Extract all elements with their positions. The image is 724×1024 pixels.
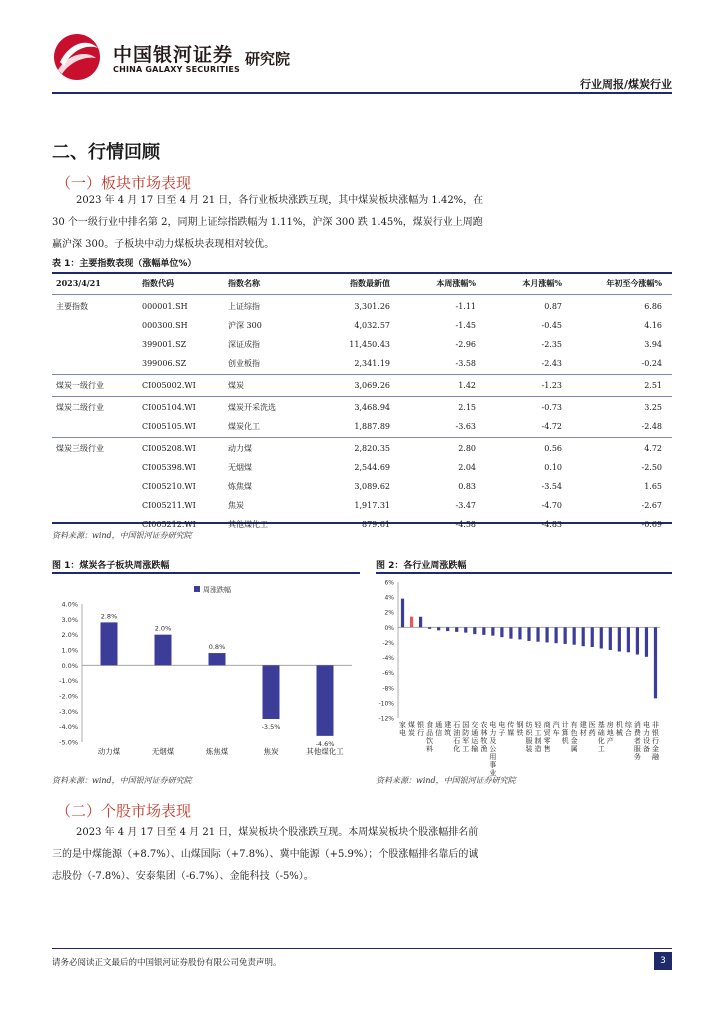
x-tick-label: 电子	[498, 721, 506, 737]
x-tick-label: 计算机	[561, 721, 569, 745]
table-cell: 上证综指	[228, 302, 260, 311]
bar	[464, 627, 467, 632]
bar	[101, 622, 118, 665]
table-cell: 动力煤	[228, 444, 252, 453]
table-cell: 0.10	[544, 463, 562, 472]
table-cell: 焦炭	[228, 501, 244, 510]
table-header-rule	[52, 294, 672, 295]
table-cell: 0.83	[458, 482, 476, 491]
subsection-title-stocks: （二）个股市场表现	[56, 802, 192, 820]
bar	[518, 627, 521, 639]
x-tick-label: 有色金属	[570, 721, 578, 753]
table-cell: 沪深 300	[228, 321, 262, 330]
table-header-cell: 指数代码	[142, 278, 174, 288]
table-group-label: 煤炭一级行业	[56, 381, 104, 390]
table-cell: 4,032.57	[354, 321, 390, 330]
x-tick-label: 电力及公用事业	[489, 721, 497, 777]
bar	[473, 627, 476, 634]
table-cell: 399006.SZ	[142, 359, 187, 368]
table-cell: 000001.SH	[142, 302, 188, 311]
table-cell: 2,544.69	[354, 463, 390, 472]
table-cell: CI005211.WI	[142, 501, 196, 510]
bar	[582, 627, 585, 646]
y-tick-label: -2%	[382, 639, 394, 647]
table-cell: 000300.SH	[142, 321, 188, 330]
table-cell: -2.96	[455, 340, 476, 349]
table-cell: CI005210.WI	[142, 482, 196, 491]
paragraph-sector	[52, 190, 672, 256]
table-cell: -3.54	[541, 482, 562, 491]
table-group-label: 主要指数	[56, 302, 88, 311]
x-tick-label: 无烟煤	[151, 747, 175, 756]
figure2-source: 资料来源：wind，中国银河证券研究院	[376, 776, 516, 785]
x-tick-label: 房地产	[606, 721, 614, 745]
bar	[654, 627, 657, 698]
x-tick-label: 综合	[624, 721, 632, 737]
x-tick-label: 机械	[615, 721, 623, 737]
bar	[536, 627, 539, 641]
galaxy-logo-icon	[52, 32, 102, 82]
bar	[627, 627, 630, 652]
table-cell: -4.70	[541, 501, 562, 510]
table-cell: 3,468.94	[354, 403, 390, 412]
y-tick-label: 1.0%	[61, 646, 78, 655]
x-tick-label: 银行	[417, 721, 425, 737]
table-cell: -1.45	[455, 321, 476, 330]
y-tick-label: 0%	[384, 624, 394, 632]
x-tick-label: 交通运输	[471, 721, 479, 753]
y-tick-label: 4%	[384, 594, 394, 602]
y-tick-label: -10%	[378, 700, 394, 708]
y-tick-label: -4.0%	[59, 723, 78, 732]
table-cell: 2,341.19	[354, 359, 390, 368]
table-header-cell: 指数最新值	[350, 278, 390, 288]
bar	[527, 627, 530, 641]
x-tick-label: 家电	[399, 721, 407, 737]
x-tick-label: 非银行金融	[651, 721, 659, 761]
y-tick-label: -2.0%	[59, 692, 78, 701]
table-cell: CI005212.WI	[142, 520, 196, 529]
table-cell: 4.16	[644, 321, 662, 330]
bar	[609, 627, 612, 650]
data-label: -3.5%	[261, 723, 281, 731]
table-cell: CI005398.WI	[142, 463, 196, 472]
x-tick-label: 传媒	[507, 721, 515, 737]
y-tick-label: -1.0%	[59, 677, 78, 686]
table-cell: 6.86	[644, 302, 662, 311]
table-cell: -4.58	[455, 520, 476, 529]
table-cell: -0.69	[641, 520, 662, 529]
paragraph-line: 30 个一级行业中排名第 2，同期上证综指跌幅为 1.11%，沪深 300 跌 1.45%，煤炭行业上周跑	[52, 217, 483, 228]
table-group-rule	[52, 437, 672, 438]
table-cell: CI005104.WI	[142, 403, 196, 412]
bar	[410, 617, 413, 628]
bar	[155, 635, 172, 666]
legend-swatch	[194, 586, 200, 592]
figure2-chart	[376, 576, 672, 777]
table-cell: -2.35	[541, 340, 562, 349]
table-cell: 无烟煤	[228, 463, 252, 472]
paragraph-line: 三的是中煤能源（+8.7%）、山煤国际（+7.8%）、冀中能源（+5.9%）；个股涨幅排名靠后的诚	[52, 849, 479, 860]
bar	[455, 627, 458, 632]
bar	[636, 627, 639, 654]
figure1-title: 图 1：煤炭各子板块周涨跌幅	[52, 561, 170, 571]
table-cell: 2,820.35	[354, 444, 390, 453]
page-header	[0, 0, 724, 96]
bar	[618, 627, 621, 651]
page-number: 3	[654, 952, 672, 970]
logo-institute: 研究院	[245, 50, 291, 68]
table-cell: 3,301.26	[354, 302, 390, 311]
table-group-label: 煤炭三级行业	[56, 444, 104, 453]
table-cell: -0.73	[541, 403, 562, 412]
table-cell: 1,887.89	[354, 422, 390, 431]
table-cell: CI005105.WI	[142, 422, 196, 431]
x-tick-label: 医药	[588, 721, 596, 737]
table-cell: 2.80	[458, 444, 476, 453]
table-header-cell: 年初至今涨幅%	[606, 278, 662, 288]
x-tick-label: 纺织服装	[525, 721, 533, 753]
table-cell: 2.15	[458, 403, 476, 412]
table-cell: 深证成指	[228, 340, 260, 349]
data-label: 2.0%	[154, 624, 172, 633]
section-title: 二、行情回顾	[52, 142, 160, 163]
table-cell: 1.65	[644, 482, 662, 491]
report-category: 行业周报/煤炭行业	[579, 78, 672, 91]
x-tick-label: 电力设备	[642, 721, 650, 753]
x-tick-label: 国防军工	[462, 721, 470, 753]
x-tick-label: 商贸零售	[543, 721, 551, 753]
header-divider	[52, 92, 672, 94]
x-tick-label: 焦炭	[263, 747, 279, 756]
x-tick-label: 动力煤	[97, 747, 121, 756]
figure2-title: 图 2：各行业周涨跌幅	[376, 561, 467, 571]
table-cell: 炼焦煤	[228, 482, 252, 491]
y-tick-label: -8%	[382, 685, 394, 693]
bar	[446, 627, 449, 631]
table-cell: -4.72	[541, 422, 562, 431]
data-label: 0.8%	[208, 643, 226, 652]
table-header-cell: 本月涨幅%	[522, 278, 562, 288]
bar	[401, 599, 404, 628]
table-cell: 1,917.31	[354, 501, 390, 510]
x-tick-label: 其他煤化工	[306, 747, 344, 756]
bar	[209, 653, 226, 665]
x-tick-label: 农林牧渔	[480, 721, 488, 753]
bar	[419, 617, 422, 628]
table-cell: -2.50	[641, 463, 662, 472]
table-cell: 煤炭开采洗选	[228, 403, 276, 412]
table-source: 资料来源：wind，中国银河证券研究院	[52, 531, 192, 540]
table-cell: -2.43	[541, 359, 562, 368]
table-group-rule	[52, 396, 672, 397]
table-cell: -0.24	[641, 359, 662, 368]
bar	[564, 627, 567, 644]
x-tick-label: 钢铁	[516, 721, 524, 737]
y-tick-label: 3.0%	[61, 615, 78, 624]
bar	[482, 627, 485, 635]
paragraph-line: 志股份（-7.8%）、安泰集团（-6.7%）、金能科技（-5%）。	[52, 871, 314, 882]
footer-divider	[52, 948, 672, 949]
y-tick-label: 6%	[384, 579, 394, 587]
x-tick-label: 建材	[579, 721, 587, 737]
y-tick-label: -5.0%	[59, 738, 78, 747]
x-tick-label: 基础化工	[597, 721, 605, 753]
logo-english-name: CHINA GALAXY SECURITIES	[113, 65, 240, 74]
table-cell: 煤炭	[228, 381, 244, 390]
table-cell: 0.56	[544, 444, 562, 453]
table-cell: 11,450.43	[349, 340, 390, 349]
x-tick-label: 通信	[435, 721, 443, 737]
x-tick-label: 食品饮料	[426, 721, 434, 753]
table-group-rule	[52, 374, 672, 375]
bar	[317, 665, 334, 736]
bar	[491, 627, 494, 635]
bar	[545, 627, 548, 642]
footer-disclaimer: 请务必阅读正文最后的中国银河证券股份有限公司免责声明。	[52, 958, 282, 968]
x-tick-label: 消费者服务	[633, 721, 641, 761]
bar	[573, 627, 576, 644]
x-tick-label: 建筑	[444, 721, 452, 737]
table-cell: -1.11	[455, 302, 476, 311]
paragraph-line: 2023 年 4 月 17 日至 4 月 21 日，各行业板块涨跌互现，其中煤炭板块涨幅为 1.42%，在	[76, 195, 484, 206]
bar	[437, 627, 440, 630]
table-cell: -2.48	[641, 422, 662, 431]
table-header-cell: 2023/4/21	[56, 278, 101, 288]
bar	[591, 627, 594, 647]
table-cell: 煤炭化工	[228, 422, 260, 431]
bar	[500, 627, 503, 637]
table-header-cell: 本周涨幅%	[436, 278, 476, 288]
table-cell: -0.45	[541, 321, 562, 330]
table-cell: 879.61	[362, 520, 390, 529]
bar	[555, 627, 558, 643]
x-tick-label: 轻工制造	[534, 721, 542, 753]
y-tick-label: 2%	[384, 609, 394, 617]
table-cell: CI005208.WI	[142, 444, 196, 453]
y-tick-label: -6%	[382, 670, 394, 678]
paragraph-line: 2023 年 4 月 17 日至 4 月 21 日，煤炭板块个股涨跌互现。本周煤炭板块个股涨幅排名前	[76, 827, 479, 838]
figure1-source: 资料来源：wind，中国银河证券研究院	[52, 776, 192, 785]
legend-label: 周涨跌幅	[203, 586, 231, 594]
subsection-title-sector: （一）板块市场表现	[56, 174, 192, 192]
table-cell: -1.23	[541, 381, 562, 390]
table-cell: 3.94	[644, 340, 662, 349]
logo-chinese-name: 中国银河证券	[113, 44, 234, 66]
table-cell: -3.58	[455, 359, 476, 368]
table-group-label: 煤炭二级行业	[56, 403, 104, 412]
table-cell: 4.72	[644, 444, 662, 453]
figure1-chart	[52, 576, 360, 770]
data-label: 2.8%	[100, 612, 118, 621]
bar	[509, 627, 512, 638]
paragraph-line: 赢沪深 300。子板块中动力煤板块表现相对较优。	[52, 239, 275, 250]
y-tick-label: 4.0%	[61, 600, 78, 609]
table-cell: 1.42	[458, 381, 476, 390]
y-tick-label: -4%	[382, 655, 394, 663]
bar	[600, 627, 603, 648]
y-tick-label: 0.0%	[61, 661, 78, 670]
table-header-cell: 指数名称	[228, 278, 260, 288]
table-cell: -3.63	[455, 422, 476, 431]
x-tick-label: 炼焦煤	[205, 747, 229, 756]
paragraph-stocks	[52, 822, 672, 888]
table-cell: 2.04	[458, 463, 476, 472]
table-cell: 2.51	[644, 381, 662, 390]
data-label: -4.6%	[315, 739, 335, 748]
y-tick-label: -12%	[378, 715, 394, 723]
table-cell: 创业板指	[228, 359, 260, 368]
table-cell: 其他煤化工	[228, 520, 268, 529]
x-tick-label: 汽车	[552, 721, 560, 737]
table-cell: 3.25	[644, 403, 662, 412]
figure1-rule	[52, 572, 360, 574]
table-cell: 3,089.62	[354, 482, 390, 491]
table-cell: -3.47	[455, 501, 476, 510]
table-cell: -4.83	[541, 520, 562, 529]
table-cell: 399001.SZ	[142, 340, 187, 349]
bar	[428, 627, 431, 629]
bar	[645, 627, 648, 656]
y-tick-label: 2.0%	[61, 631, 78, 640]
table-cell: 3,069.26	[354, 381, 390, 390]
table-cell: CI005002.WI	[142, 381, 196, 390]
table-cell: 0.87	[544, 302, 562, 311]
y-tick-label: -3.0%	[59, 707, 78, 716]
bar	[263, 665, 280, 719]
x-tick-label: 石油石化	[453, 721, 461, 753]
table-title: 表 1：主要指数表现（涨幅单位%）	[52, 259, 197, 269]
table-cell: -2.67	[641, 501, 662, 510]
figure2-rule	[376, 572, 672, 574]
x-tick-label: 煤炭	[408, 721, 416, 737]
